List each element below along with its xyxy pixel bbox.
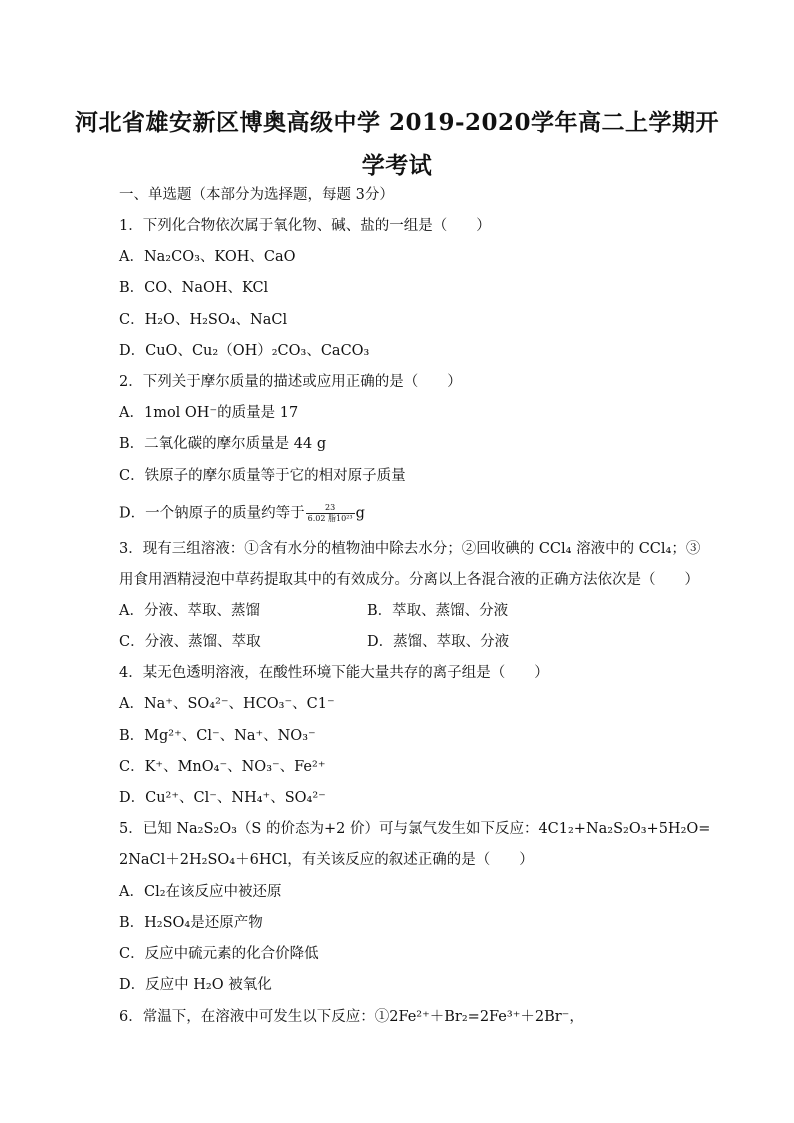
q5-option-c: C．反应中硫元素的化合价降低 — [119, 946, 319, 962]
q1-option-d: D．CuO、Cu₂（OH）₂CO₃、CaCO₃ — [119, 343, 370, 359]
q4-option-b: B．Mg²⁺、Cl⁻、Na⁺、NO₃⁻ — [119, 728, 316, 744]
q3-option-c: C．分液、蒸馏、萃取 — [119, 634, 261, 650]
q5-stem-line-2: 2NaCl＋2H₂SO₄＋6HCl，有关该反应的叙述正确的是（ ） — [119, 852, 534, 868]
q1-option-b: B．CO、NaOH、KCl — [119, 280, 269, 296]
fraction-numerator: 23 — [306, 503, 355, 514]
q3-option-d: D．蒸馏、萃取、分液 — [367, 634, 510, 650]
q6-stem: 6．常温下，在溶液中可发生以下反应：①2Fe²⁺＋Br₂=2Fe³⁺＋2Br⁻， — [119, 1009, 584, 1025]
q5-option-d: D．反应中 H₂O 被氧化 — [119, 977, 272, 993]
fraction-denominator: 6.02 脂10²³ — [307, 514, 353, 523]
q4-option-d: D．Cu²⁺、Cl⁻、NH₄⁺、SO₄²⁻ — [119, 790, 326, 806]
q4-option-a: A．Na⁺、SO₄²⁻、HCO₃⁻、C1⁻ — [119, 696, 335, 712]
q1-option-a: A．Na₂CO₃、KOH、CaO — [119, 249, 296, 265]
q2-option-d-unit: g — [355, 505, 365, 522]
q5-stem-line-1: 5．已知 Na₂S₂O₃（S 的价态为+2 价）可与氯气发生如下反应：4C1₂+Na₂S₂O₃+5H₂O= — [119, 821, 711, 837]
exam-title-line-2: 学考试 — [361, 152, 433, 179]
q5-option-b: B．H₂SO₄是还原产物 — [119, 915, 263, 931]
section-heading: 一、单选题（本部分为选择题，每题 3分） — [119, 187, 394, 203]
q2-option-b: B．二氧化碳的摩尔质量是 44 g — [119, 436, 327, 452]
fraction — [306, 503, 355, 524]
q5-option-a: A．Cl₂在该反应中被还原 — [119, 884, 282, 900]
q4-stem: 4．某无色透明溶液，在酸性环境下能大量共存的离子组是（ ） — [119, 665, 549, 681]
q3-option-b: B．萃取、蒸馏、分液 — [367, 603, 509, 619]
q4-option-c: C．K⁺、MnO₄⁻、NO₃⁻、Fe²⁺ — [119, 759, 326, 775]
q3-option-a: A．分液、萃取、蒸馏 — [119, 603, 260, 619]
q2-option-d-prefix: D．一个钠原子的质量约等于 — [119, 505, 305, 522]
q2-stem: 2．下列关于摩尔质量的描述或应用正确的是（ ） — [119, 374, 462, 390]
q1-option-c: C．H₂O、H₂SO₄、NaCl — [119, 312, 288, 328]
q2-option-a: A．1mol OH⁻的质量是 17 — [119, 405, 299, 421]
exam-title-line-1: 河北省雄安新区博奥高级中学 2019-2020学年高二上学期开 — [74, 109, 720, 136]
q3-stem-line-1: 3．现有三组溶液：①含有水分的植物油中除去水分；②回收碘的 CCl₄ 溶液中的 CCl₄；③ — [119, 541, 701, 557]
q3-stem-line-2: 用食用酒精浸泡中草药提取其中的有效成分。分离以上各混合液的正确方法依次是（ ） — [119, 572, 699, 588]
q2-option-c: C．铁原子的摩尔质量等于它的相对原子质量 — [119, 468, 406, 484]
q2-option-d — [119, 503, 365, 524]
q1-stem: 1．下列化合物依次属于氧化物、碱、盐的一组是（ ） — [119, 218, 491, 234]
